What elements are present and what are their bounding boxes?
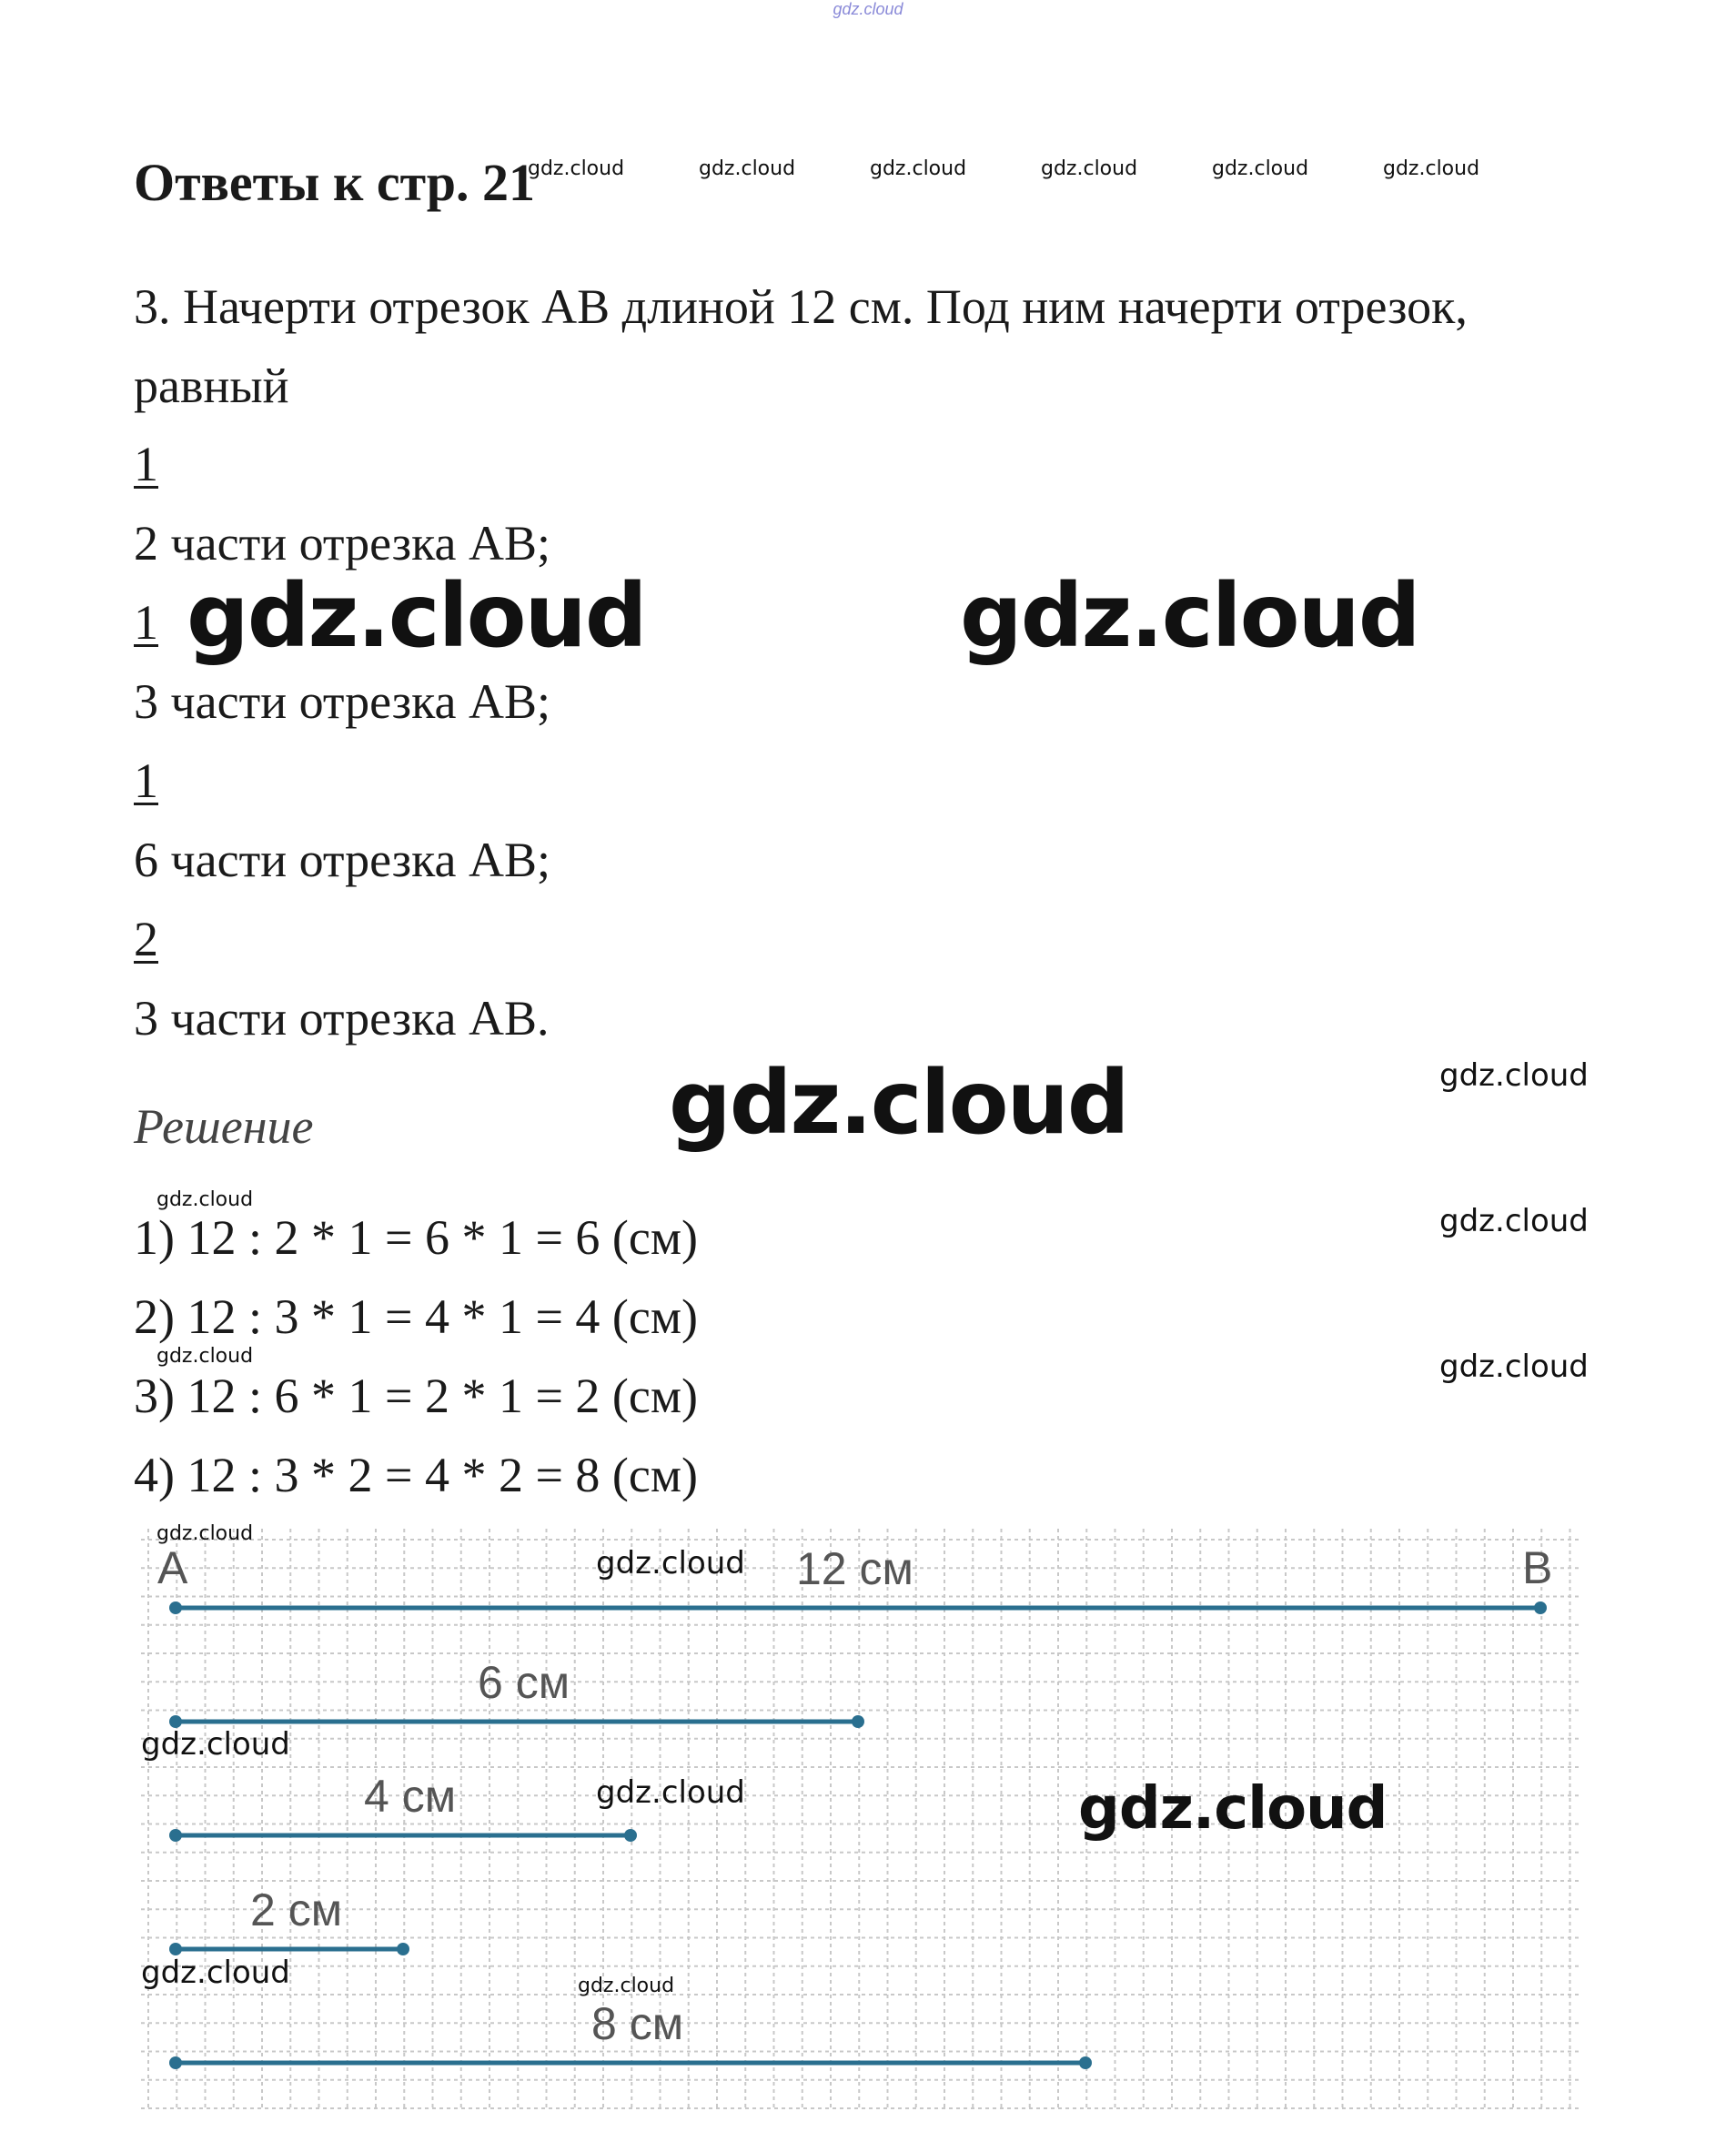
task-item-text: 2 части отрезка АВ; (134, 516, 550, 571)
task-line-2: равный (134, 359, 289, 413)
watermark: gdz.cloud (699, 157, 796, 180)
solution-step: 3) 12 : 6 * 1 = 2 * 1 = 2 (см) (134, 1369, 698, 1423)
fraction-numerator: 1 (134, 595, 158, 650)
segment-label: 2 см (250, 1884, 343, 1935)
watermark: gdz.cloud (187, 565, 646, 667)
task-item-text: 3 части отрезка АВ; (134, 674, 550, 729)
watermark: gdz.cloud (141, 1726, 290, 1763)
segment-end-point (1079, 2056, 1092, 2069)
watermark: gdz.cloud (596, 1545, 745, 1581)
segment-end-point (852, 1715, 864, 1728)
watermark: gdz.cloud (1439, 1203, 1589, 1239)
watermark: gdz.cloud (528, 157, 625, 180)
point-b-label: B (1522, 1542, 1553, 1593)
watermark-top: gdz.cloud (833, 0, 903, 18)
segment-start-point (169, 1943, 182, 1955)
segment-label: 6 см (478, 1657, 570, 1708)
watermark: gdz.cloud (578, 1975, 675, 1997)
segment-label: 4 см (364, 1771, 457, 1822)
page-title: Ответы к стр. 21 (134, 153, 536, 212)
segment-start-point (169, 2056, 182, 2069)
watermark: gdz.cloud (960, 565, 1419, 667)
fraction-numerator: 2 (134, 912, 158, 966)
segment-start-point (169, 1829, 182, 1842)
solution-step: 4) 12 : 3 * 2 = 4 * 2 = 8 (см) (134, 1448, 698, 1502)
task-line-1: 3. Начерти отрезок АВ длиной 12 см. Под ним начерти отрезок, (134, 279, 1468, 334)
fraction-numerator: 1 (134, 753, 158, 808)
segment-label: 12 см (796, 1543, 913, 1594)
task-item-text: 3 части отрезка АВ. (134, 991, 550, 1046)
watermark: gdz.cloud (156, 1188, 254, 1211)
point-a-label: A (157, 1542, 188, 1593)
watermark: gdz.cloud (141, 1955, 290, 1991)
watermark: gdz.cloud (1439, 1057, 1589, 1094)
watermark: gdz.cloud (156, 1345, 254, 1368)
fraction-numerator: 1 (134, 437, 158, 491)
watermark: gdz.cloud (156, 1522, 254, 1545)
watermark: gdz.cloud (1212, 157, 1309, 180)
segment-end-point (624, 1829, 637, 1842)
watermark: gdz.cloud (596, 1774, 745, 1811)
watermark: gdz.cloud (1439, 1349, 1589, 1385)
segment-start-point (169, 1601, 182, 1614)
solution-step: 1) 12 : 2 * 1 = 6 * 1 = 6 (см) (134, 1210, 698, 1265)
watermark: gdz.cloud (1078, 1775, 1388, 1843)
watermark: gdz.cloud (1041, 157, 1138, 180)
segment-label: 8 см (591, 1998, 684, 2049)
task-item-text: 6 части отрезка АВ; (134, 833, 550, 887)
segment-end-point (397, 1943, 409, 1955)
solution-step: 2) 12 : 3 * 1 = 4 * 1 = 4 (см) (134, 1289, 698, 1344)
watermark: gdz.cloud (1383, 157, 1480, 180)
watermark: gdz.cloud (870, 157, 967, 180)
watermark: gdz.cloud (669, 1052, 1128, 1154)
segment-end-point (1534, 1601, 1547, 1614)
solution-title: Решение (134, 1099, 314, 1154)
